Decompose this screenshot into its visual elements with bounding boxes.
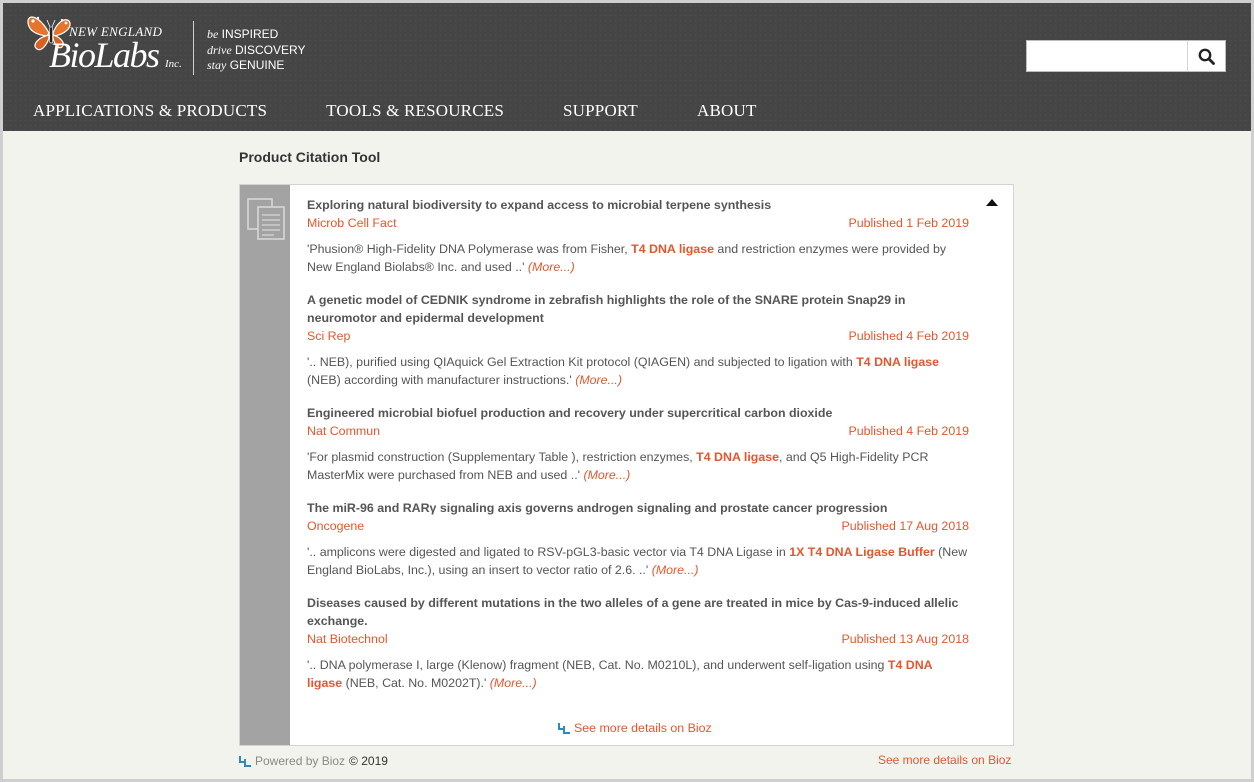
powered-by-label[interactable]: Powered by Bioz <box>255 754 346 768</box>
product-highlight: T4 DNA ligase <box>631 242 714 256</box>
citation-meta <box>307 422 969 440</box>
search-box <box>1026 40 1226 72</box>
citation-journal[interactable]: Oncogene <box>307 519 365 533</box>
product-highlight: 1X T4 DNA Ligase Buffer <box>789 545 935 559</box>
citation-quote: '.. amplicons were digested and ligated to RSV-pGL3-basic vector via T4 DNA Ligase in 1X T4 DNA Ligase Buffer (New England BioLabs, Inc.), using an insert to vector ratio of 2.6. ..' (More...) <box>307 545 968 577</box>
site-header <box>3 3 1251 131</box>
citation-entry <box>307 594 969 692</box>
card-bioz-link-label: See more details on Bioz <box>574 721 712 735</box>
citation-journal[interactable]: Sci Rep <box>307 329 351 343</box>
bioz-icon <box>239 755 252 767</box>
collapse-arrow-icon[interactable] <box>986 199 998 206</box>
copyright: © 2019 <box>349 754 388 768</box>
citation-date: Published 4 Feb 2019 <box>848 329 969 343</box>
tagline-line-3: stay GENUINE <box>207 58 285 72</box>
citation-date: Published 4 Feb 2019 <box>848 424 969 438</box>
product-highlight: T4 DNA ligase <box>696 450 780 464</box>
logo-suffix: Inc. <box>165 58 182 70</box>
citation-journal[interactable]: Nat Biotechnol <box>307 632 388 646</box>
citation-title[interactable]: The miR-96 and RARγ signaling axis governs androgen signaling and prostate cancer progression <box>307 501 888 515</box>
tagline-line-1: be INSPIRED <box>207 27 279 41</box>
page-title: Product Citation Tool <box>239 149 381 165</box>
nav-about[interactable]: ABOUT <box>697 101 757 120</box>
main-content <box>25 131 1229 782</box>
search-button[interactable] <box>1187 41 1225 71</box>
citation-meta <box>307 214 969 232</box>
product-highlight: T4 DNA ligase <box>307 658 933 690</box>
more-link[interactable]: (More...) <box>575 373 622 387</box>
citation-title[interactable]: Engineered microbial biofuel production and recovery under supercritical carbon dioxide <box>307 406 833 420</box>
more-link[interactable]: (More...) <box>527 260 575 274</box>
citation-date: Published 1 Feb 2019 <box>848 216 969 230</box>
citation-list <box>307 196 969 707</box>
citation-meta <box>307 517 969 535</box>
main-nav <box>33 101 816 121</box>
product-highlight: T4 DNA ligase <box>856 355 940 369</box>
logo-wordmark: BioLabs <box>49 35 159 75</box>
logo-divider <box>193 21 194 75</box>
bioz-icon <box>558 722 571 734</box>
search-input[interactable] <box>1027 41 1187 71</box>
citation-date: Published 13 Aug 2018 <box>841 632 969 646</box>
citation-entry <box>307 291 969 389</box>
nav-applications-products[interactable]: APPLICATIONS & PRODUCTS <box>33 101 268 120</box>
citation-entry <box>307 499 969 579</box>
citation-card <box>239 184 1014 746</box>
citation-meta <box>307 630 969 648</box>
logo-line1: NEW ENGLAND <box>69 24 163 39</box>
tagline-line-2: drive DISCOVERY <box>207 42 306 57</box>
more-link[interactable]: (More...) <box>583 468 631 482</box>
citation-entry <box>307 404 969 484</box>
citation-entry <box>307 196 969 276</box>
footer-bioz-link[interactable]: See more details on Bioz <box>878 753 1012 767</box>
tagline <box>207 27 305 74</box>
nav-support[interactable]: SUPPORT <box>563 101 639 120</box>
citation-journal[interactable]: Microb Cell Fact <box>307 216 397 230</box>
citation-sidebar <box>240 185 290 745</box>
citation-quote: 'Phusion® High-Fidelity DNA Polymerase was from Fisher, T4 DNA ligase and restriction enzymes were provided by New England Biolabs® Inc. and used ..' (More...) <box>307 242 947 274</box>
citation-title[interactable]: A genetic model of CEDNIK syndrome in zebrafish highlights the role of the SNARE protein Snap29 in neuromotor and epidermal development <box>307 293 906 325</box>
citation-quote: 'For plasmid construction (Supplementary Table ), restriction enzymes, T4 DNA ligase, and Q5 High-Fidelity PCR MasterMix were purchased from NEB and used ..' (More...) <box>307 450 929 482</box>
citation-title[interactable]: Exploring natural biodiversity to expand access to microbial terpene synthesis <box>307 198 772 212</box>
documents-icon <box>246 197 286 241</box>
search-icon <box>1198 48 1215 65</box>
citation-quote: '.. NEB), purified using QIAquick Gel Extraction Kit protocol (QIAGEN) and subjected to ligation with T4 DNA ligase (NEB) according with manufacturer instructions.' (More...) <box>307 355 940 387</box>
citation-meta <box>307 327 969 345</box>
nav-tools-resources[interactable]: TOOLS & RESOURCES <box>326 101 504 120</box>
citation-journal[interactable]: Nat Commun <box>307 424 380 438</box>
neb-logo[interactable] <box>25 11 315 81</box>
citation-title[interactable]: Diseases caused by different mutations in the two alleles of a gene are treated in mice by Cas-9-induced allelic exchange. <box>307 596 959 628</box>
powered-by <box>239 754 388 768</box>
citation-quote: '.. DNA polymerase I, large (Klenow) fragment (NEB, Cat. No. M0210L), and underwent self-ligation using T4 DNA ligase (NEB, Cat. No. M0202T).' (More...) <box>307 658 933 690</box>
more-link[interactable]: (More...) <box>651 563 699 577</box>
citation-date: Published 17 Aug 2018 <box>841 519 969 533</box>
card-bioz-link[interactable] <box>558 721 712 735</box>
more-link[interactable]: (More...) <box>489 676 537 690</box>
